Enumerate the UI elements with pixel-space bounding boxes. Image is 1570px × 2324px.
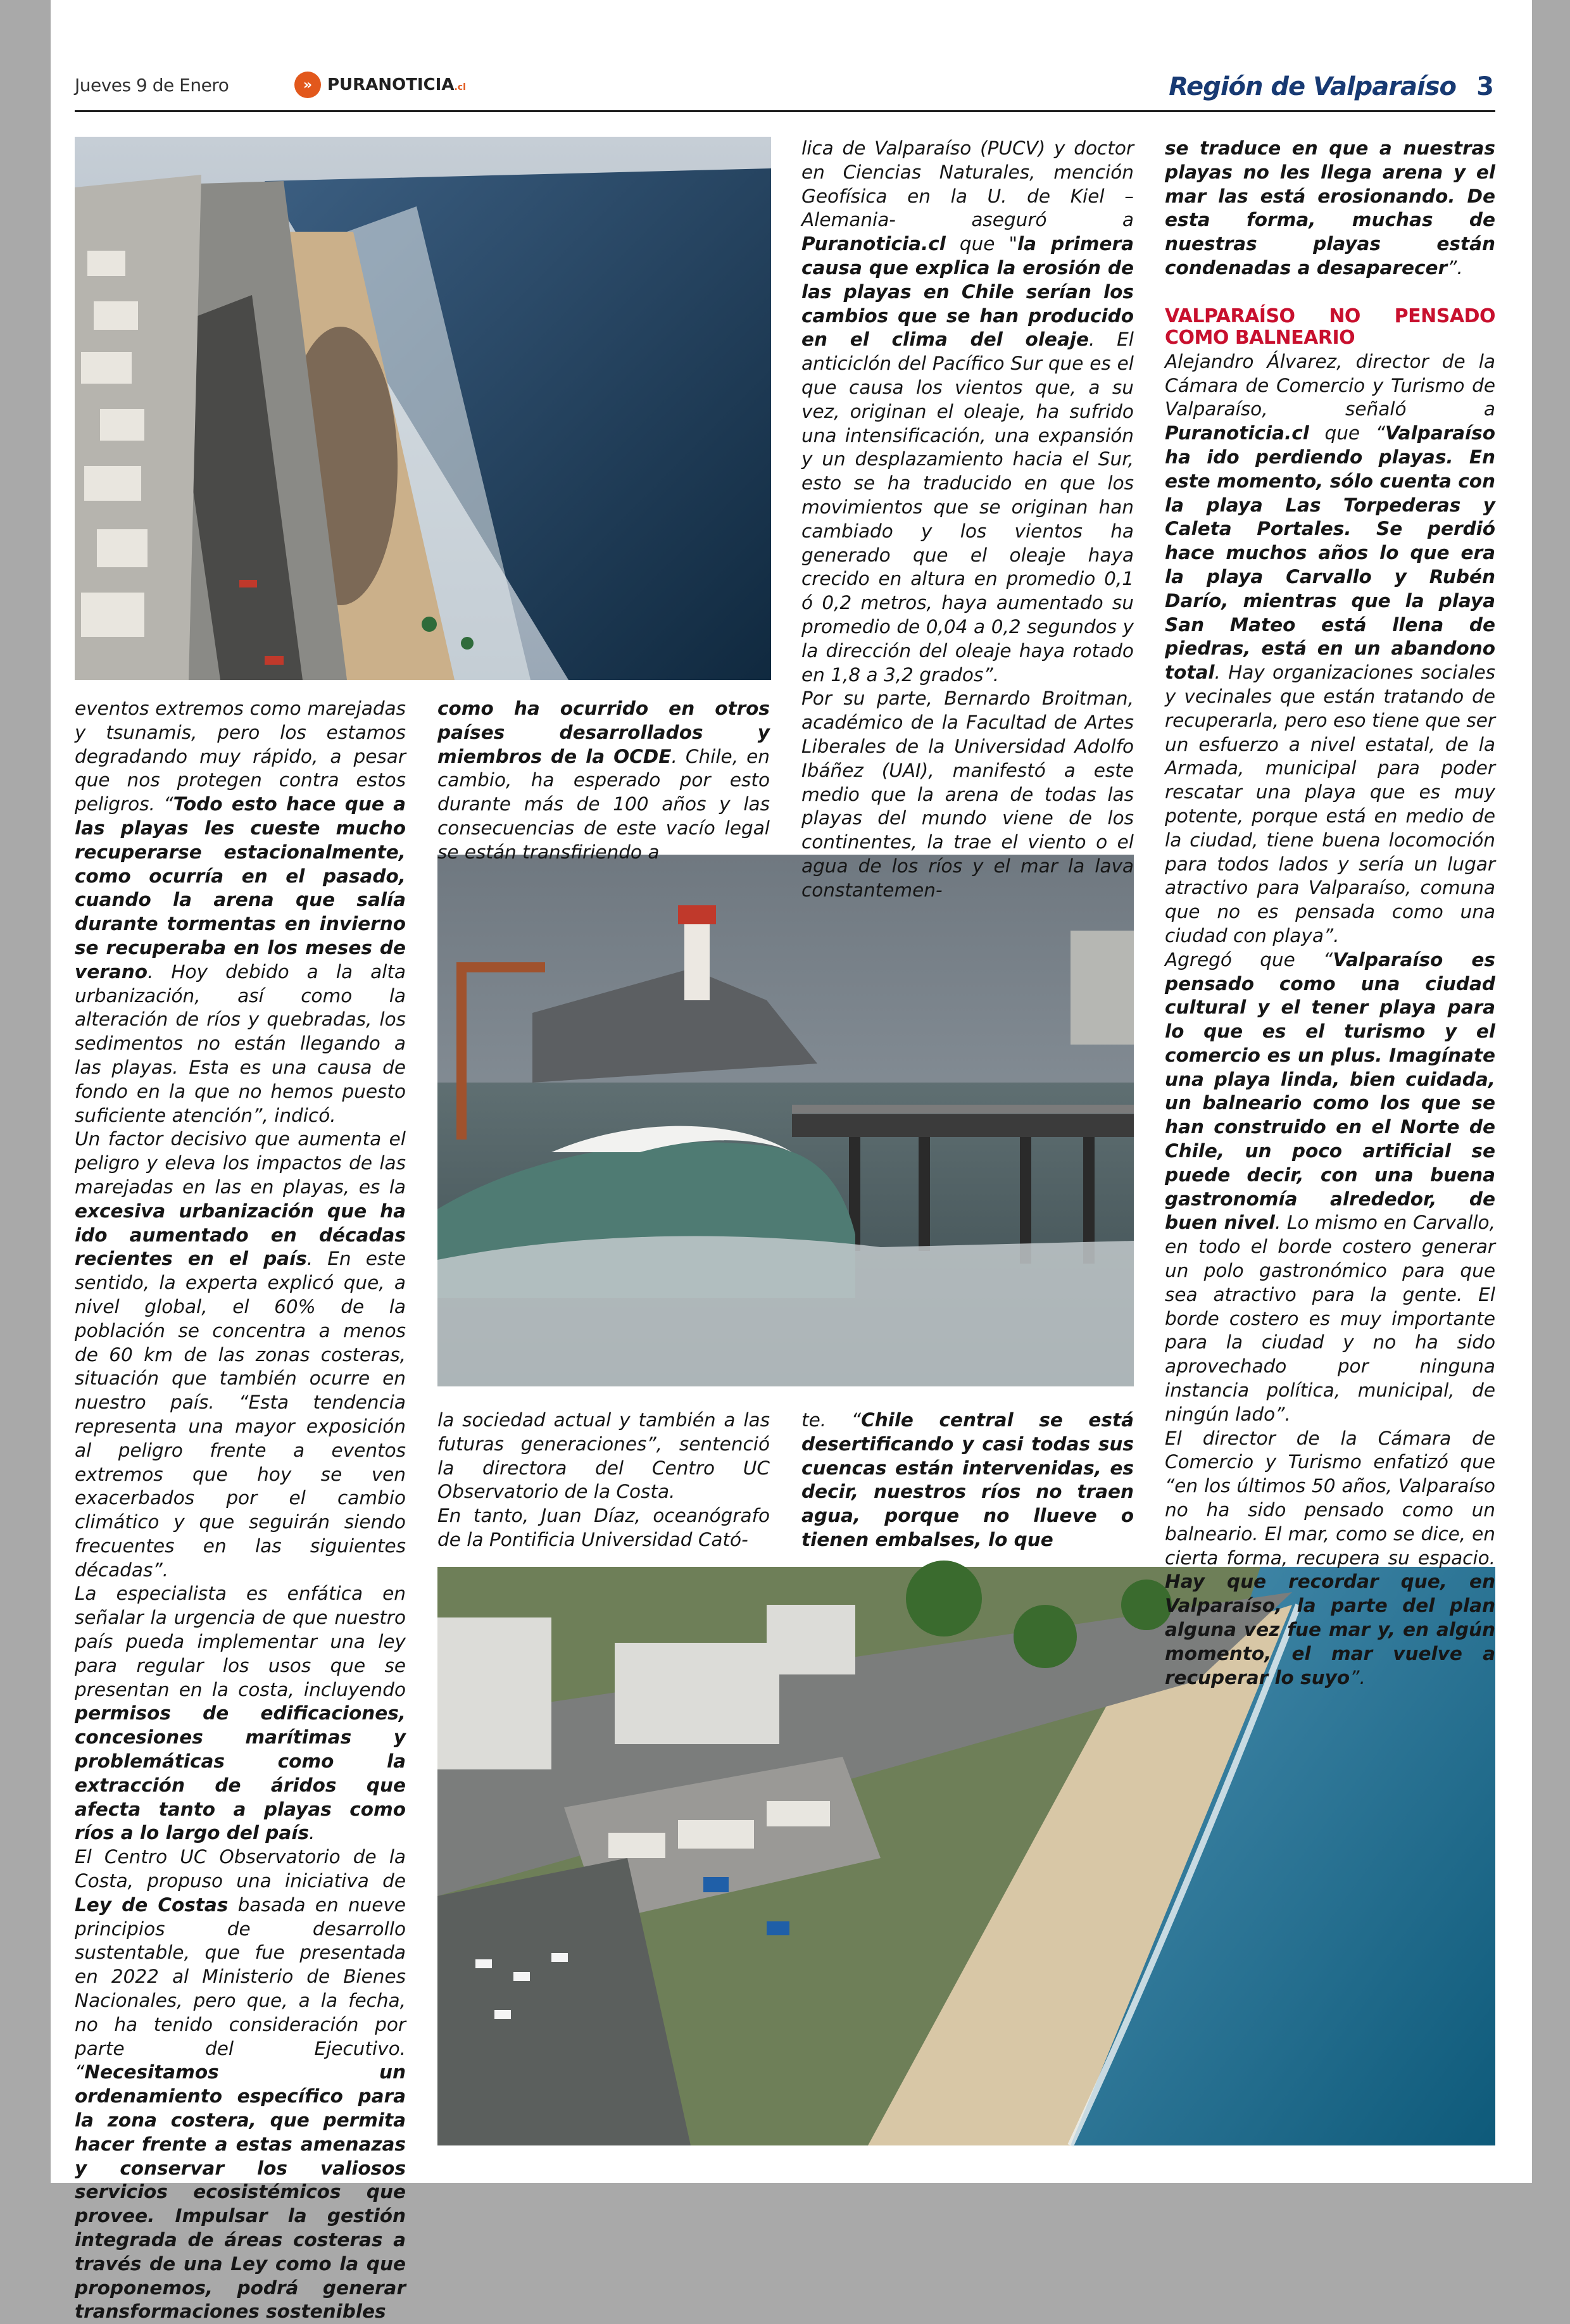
brand-logo bbox=[294, 72, 466, 98]
c4_body-paragraph: Alejandro Álvarez, director de la Cámara de Comercio y Turismo de Valparaíso, señaló a Puranoticia.cl que “Valparaíso ha ido perdiendo playas. En este momento, sólo cuenta con la playa Las Torpederas y Caleta Portales. Se perdió hace muchos años lo que era la playa Carvallo y Rubén Darío, mientras que la playa San Mateo está llena de piedras, está en un abandono total. Hay organizaciones sociales y vecinales que están tratando de recuperarla, pero eso tiene que ser un esfuerzo a nivel estatal, de la Armada, municipal para poder rescatar una playa que es muy potente, porque está en medio de la ciudad, tiene buena locomoción para todos lados y sería un lugar atractivo para Valparaíso, comuna que no es pensada como una ciudad con playa”. bbox=[1165, 350, 1495, 946]
column-3-top bbox=[801, 137, 1134, 901]
c4_intro-paragraph: se traduce en que a nuestras playas no les llega arena y el mar las está erosionando. De esta forma, muchas de nuestras playas están condenadas a desaparecer”. bbox=[1165, 137, 1495, 279]
page-number: 3 bbox=[1476, 72, 1494, 101]
c2b-paragraph: la sociedad actual y también a las futuras generaciones”, sentenció la directora del Centro UC Observatorio de la Costa. bbox=[437, 1409, 770, 1503]
issue-date: Jueves 9 de Enero bbox=[75, 75, 229, 96]
c2a-paragraph: como ha ocurrido en otros países desarrollados y miembros de la OCDE. Chile, en cambio, ha esperado por esto durante más de 100 años y las consecuencias de este vacío legal se están transfiriendo a bbox=[437, 698, 770, 863]
photo-aerial-beach-erosion bbox=[75, 137, 771, 680]
column-2-bottom bbox=[437, 1409, 770, 1551]
c1-paragraph: El Centro UC Observatorio de la Costa, propuso una iniciativa de Ley de Costas basada en nueve principios de desarrollo sustentable, que fue presentada en 2022 al Ministerio de Bienes Nacionales, pero que, a la fecha, no ha tenido consideración por parte del Ejecutivo. “Necesitamos un ordenamiento específico para la zona costera, que permita hacer frente a estas amenazas y conservar los valiosos servicios ecosistémicos que provee. Impulsar la gestión integrada de áreas costeras a través de una Ley como la que proponemos, podrá generar transformaciones sostenibles bbox=[75, 1846, 406, 2323]
c1-paragraph: eventos extremos como marejadas y tsunamis, pero los estamos degradando muy rápido, a pesar que nos protegen contra estos peligros. “Todo esto hace que a las playas les cueste mucho recuperarse estacionalmente, como ocurría en el pasado, cuando la arena que salía durante tormentas en invierno se recuperaba en los meses de verano. Hoy debido a la alta urbanización, así como la alteración de ríos y quebradas, los sedimentos no están llegando a las playas. Esta es una causa de fondo en la que no hemos puesto suficiente atención”, indicó. bbox=[75, 698, 406, 1126]
column-1 bbox=[75, 697, 406, 2323]
logo-wordmark: PURANOTICIA.cl bbox=[327, 75, 466, 94]
c3b-paragraph: te. “Chile central se está desertificando y casi todas sus cuencas están intervenidas, es decir, nuestros ríos no traen agua, porque no llueve o tienen embalses, lo que bbox=[801, 1409, 1134, 1550]
c1-paragraph: La especialista es enfática en señalar la urgencia de que nuestro país pueda implementar una ley para regular los usos que se presentan en la costa, incluyendo permisos de edificaciones, concesiones marítimas y problemáticas como la extracción de áridos que afecta tanto a playas como ríos a lo largo del país. bbox=[75, 1583, 406, 1844]
photo-wave-breaking-at-pier bbox=[437, 855, 1134, 1386]
c4_body-paragraph: El director de la Cámara de Comercio y Turismo enfatizó que “en los últimos 50 años, Valparaíso no ha sido pensado como un balneario. El mar, como se dice, en cierta forma, recupera su espacio. Hay que recordar que, en Valparaíso, la parte del plan alguna vez fue mar y, en algún momento, el mar vuelve a recuperar lo suyo”. bbox=[1165, 1427, 1495, 1688]
logo-arrows-icon: » bbox=[294, 72, 321, 98]
c1-paragraph: Un factor decisivo que aumenta el peligro y eleva los impactos de las marejadas en las en playas, es la excesiva urbanización que ha ido aumentado en décadas recientes en el país. En este sentido, la experta explicó que, a nivel global, el 60% de la población se concentra a menos de 60 km de las zonas costeras, situación que también ocurre en nuestro país. “Esta tendencia representa una mayor exposición al peligro frente a eventos extremos que hoy se ven exacerbados por el cambio climático y que seguirán siendo frecuentes en las siguientes décadas”. bbox=[75, 1128, 406, 1581]
c4_body-paragraph: Agregó que “Valparaíso es pensado como una ciudad cultural y el tener playa para lo que es el turismo y el comercio es un plus. Imagínate una playa linda, bien cuidada, un balneario como los que se han construido en el Norte de Chile, un poco artificial se puede decir, con una buena gastronomía alrededor, de buen nivel. Lo mismo en Carvallo, en todo el borde costero generar un polo gastronómico para que sea atractivo para la gente. El borde costero es muy importante para la ciudad y no ha sido aprovechado por ninguna instancia política, municipal, de ningún lado”. bbox=[1165, 948, 1495, 1425]
c3a-paragraph: lica de Valparaíso (PUCV) y doctor en Ciencias Naturales, mención Geofísica en la U. de Kiel –Alemania- aseguró a Puranoticia.cl que "la primera causa que explica la erosión de las playas en Chile serían los cambios que se han producido en el clima del oleaje. El anticiclón del Pacífico Sur que es el que causa los vientos que, a su vez, originan el oleaje, ha sufrido una intensificación, una expansión y un desplazamiento hacia el Sur, esto se ha traducido en que los movimientos que se originan han cambiado y los vientos ha generado que el oleaje haya crecido en altura en promedio 0,1 ó 0,2 metros, haya aumentado su promedio de 0,04 a 0,2 segundos y la dirección del oleaje haya rotado en 1,8 a 3,2 grados”. bbox=[801, 137, 1134, 686]
c2b-paragraph: En tanto, Juan Díaz, oceanógrafo de la Pontificia Universidad Cató- bbox=[437, 1505, 770, 1550]
column-2-top bbox=[437, 697, 770, 863]
subheading-valparaiso-no-pensado: VALPARAÍSO NO PENSADO COMO BALNEARIO bbox=[1165, 305, 1495, 349]
column-3-bottom bbox=[801, 1409, 1134, 1551]
column-4 bbox=[1165, 137, 1495, 1688]
header-rule bbox=[75, 110, 1495, 112]
section-title: Región de Valparaíso bbox=[1169, 72, 1456, 101]
c3a-paragraph: Por su parte, Bernardo Broitman, académico de la Facultad de Artes Liberales de la Universidad Adolfo Ibáñez (UAI), manifestó a este medio que la arena de todas las playas del mundo viene de los continentes, la trae el viento o el agua de los ríos y el mar la lava constantemen- bbox=[801, 688, 1134, 901]
